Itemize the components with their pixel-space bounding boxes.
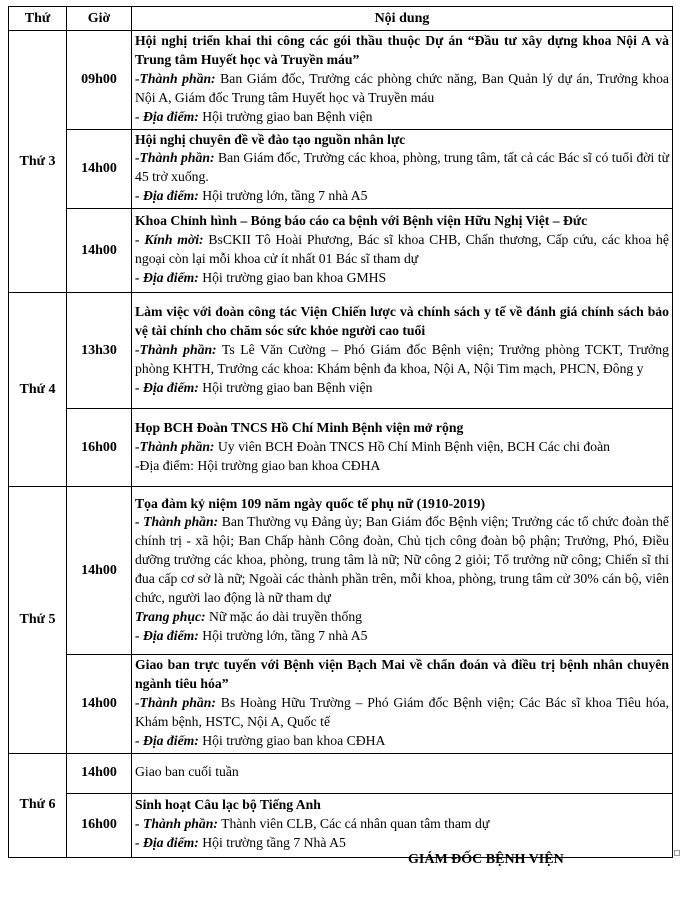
location-text: Hội trường giao ban Bệnh viện bbox=[198, 108, 373, 124]
time-cell: 14h00 bbox=[67, 655, 132, 754]
participants-text: Uy viên BCH Đoàn TNCS Hồ Chí Minh Bệnh viện, BCH Các chi đoàn bbox=[214, 438, 611, 454]
event-title: Tọa đàm kỷ niệm 109 năm ngày quốc tế phụ nữ (1910-2019) bbox=[135, 495, 486, 511]
table-corner-marker bbox=[674, 850, 680, 856]
participants-text: Bs Hoàng Hữu Trường – Phó Giám đốc Bệnh viện; Các Bác sĩ khoa Tiêu hóa, Khám bệnh, HSTC, Nội A, Quốc tế bbox=[135, 694, 669, 729]
participants-label: -Thành phần: bbox=[135, 150, 215, 166]
time-cell: 16h00 bbox=[67, 409, 132, 487]
participants-label: -Thành phần: bbox=[135, 70, 216, 86]
table-row bbox=[9, 31, 673, 130]
participants-text: Ban Thường vụ Đảng ủy; Ban Giám đốc Bệnh viện; Trưởng các tổ chức đoàn thể chính trị - xã hội; Ban Chấp hành Công đoàn, Chủ tịch công đoàn bộ phận; Trưởng, Phó, Điều dưỡng trưởng các khoa, phòng, trung tâm là nữ; Nữ công 2 giỏi; Tổ trưởng nữ công; Chiến sĩ thi đua cấp cơ sở là nữ; Ngoài các thành phần trên, mỗi khoa, phòng, trung tâm cử 30% cán bộ, viên chức, người lao động là nữ tham dự bbox=[135, 514, 669, 606]
event-title: Sinh hoạt Câu lạc bộ Tiếng Anh bbox=[135, 797, 321, 813]
table-row bbox=[9, 409, 673, 487]
location-label: - Địa điểm: bbox=[135, 188, 199, 204]
event-title: Hội nghị triển khai thi công các gói thầu thuộc Dự án “Đầu tư xây dựng khoa Nội A và Trung tâm Huyết học và Truyền máu” bbox=[135, 33, 669, 67]
event-content bbox=[132, 209, 673, 293]
time-cell: 13h30 bbox=[67, 293, 132, 409]
table-row bbox=[9, 753, 673, 793]
header-content: Nội dung bbox=[132, 7, 673, 31]
participants-text: Thành viên CLB, Các cá nhân quan tâm tham dự bbox=[217, 816, 490, 832]
table-row bbox=[9, 129, 673, 209]
dress-text: Nữ mặc áo dài truyền thống bbox=[205, 608, 363, 624]
schedule-table bbox=[8, 6, 673, 858]
header-day: Thứ bbox=[9, 7, 67, 31]
event-content bbox=[132, 409, 673, 487]
time-cell: 14h00 bbox=[67, 209, 132, 293]
time-cell: 14h00 bbox=[67, 487, 132, 655]
day-cell: Thứ 5 bbox=[9, 487, 67, 754]
event-title: Khoa Chỉnh hình – Bỏng báo cáo ca bệnh với Bệnh viện Hữu Nghị Việt – Đức bbox=[135, 213, 588, 229]
header-time: Giờ bbox=[67, 7, 132, 31]
location-text: Hội trường lớn, tầng 7 nhà A5 bbox=[198, 188, 368, 204]
location-text: Hội trường giao ban Bệnh viện bbox=[198, 379, 373, 395]
event-title: Hội nghị chuyên đề về đào tạo nguồn nhân lực bbox=[135, 131, 406, 147]
location-text: Hội trường lớn, tầng 7 nhà A5 bbox=[198, 627, 368, 643]
header-row bbox=[9, 7, 673, 31]
location-label: - Địa điểm: bbox=[135, 732, 199, 748]
participants-label: - Thành phần: bbox=[135, 816, 218, 832]
participants-label: - Thành phần: bbox=[135, 514, 219, 530]
participants-label: -Thành phần: bbox=[135, 438, 215, 454]
location-text: -Địa điểm: Hội trường giao ban khoa CĐHA bbox=[135, 457, 381, 473]
event-content bbox=[132, 655, 673, 754]
time-cell: 16h00 bbox=[67, 793, 132, 857]
event-title: Họp BCH Đoàn TNCS Hồ Chí Minh Bệnh viện mở rộng bbox=[135, 419, 464, 435]
event-content bbox=[132, 31, 673, 130]
event-content bbox=[132, 793, 673, 857]
location-label: - Địa điểm: bbox=[135, 627, 199, 643]
day-cell: Thứ 4 bbox=[9, 293, 67, 487]
time-cell: 14h00 bbox=[67, 129, 132, 209]
event-title: Làm việc với đoàn công tác Viện Chiến lược và chính sách y tế về đánh giá chính sách bảo vệ tài chính cho chăm sóc sức khỏe người cao tuổi bbox=[135, 303, 669, 338]
table-row bbox=[9, 293, 673, 409]
dress-label: Trang phục: bbox=[135, 608, 206, 624]
location-label: - Địa điểm: bbox=[135, 108, 199, 124]
location-text: Hội trường tầng 7 Nhà A5 bbox=[198, 835, 346, 851]
table-row bbox=[9, 655, 673, 754]
table-row bbox=[9, 793, 673, 857]
participants-label: -Thành phần: bbox=[135, 341, 217, 357]
participants-text: Ts Lê Văn Cường – Phó Giám đốc Bệnh viện; Trưởng phòng TCKT, Trưởng phòng KHTH, Trưởng các khoa: Khám bệnh đa khoa, Nội A, Nội Tim mạch, PHCN, Đông y bbox=[135, 341, 669, 376]
location-text: Hội trường giao ban khoa CĐHA bbox=[198, 732, 386, 748]
table-row bbox=[9, 487, 673, 655]
table-row bbox=[9, 209, 673, 293]
time-cell: 14h00 bbox=[67, 753, 132, 793]
location-text: Hội trường giao ban khoa GMHS bbox=[198, 270, 387, 286]
event-title: Giao ban trực tuyến với Bệnh viện Bạch Mai về chẩn đoán và điều trị bệnh nhân chuyên ngành tiêu hóa” bbox=[135, 657, 669, 692]
location-label: - Địa điểm: bbox=[135, 270, 199, 286]
day-cell: Thứ 3 bbox=[9, 31, 67, 293]
participants-label: - Kính mời: bbox=[135, 232, 204, 248]
participants-text: Ban Giám đốc, Trưởng các phòng chức năng, Ban Quản lý dự án, Trưởng khoa Nội A, Giám đốc Trung tâm Huyết học và Truyền máu bbox=[135, 70, 669, 105]
participants-text: BsCKII Tô Hoài Phương, Bác sĩ khoa CHB, Chấn thương, Cấp cứu, các khoa hệ ngoại còn lại mỗi khoa cử ít nhất 01 Bác sĩ tham dự bbox=[135, 232, 669, 267]
event-content bbox=[132, 293, 673, 409]
participants-label: -Thành phần: bbox=[135, 694, 216, 710]
event-content bbox=[132, 487, 673, 655]
event-content bbox=[132, 753, 673, 793]
event-content bbox=[132, 129, 673, 209]
signature-title: GIÁM ĐỐC BỆNH VIỆN bbox=[408, 852, 564, 867]
location-label: - Địa điểm: bbox=[135, 835, 199, 851]
location-label: - Địa điểm: bbox=[135, 379, 199, 395]
day-cell: Thứ 6 bbox=[9, 753, 67, 857]
time-cell: 09h00 bbox=[67, 31, 132, 130]
event-text: Giao ban cuối tuần bbox=[135, 764, 239, 780]
participants-text: Ban Giám đốc, Trưởng các khoa, phòng, trung tâm, tất cả các Bác sĩ có tuổi đời từ 45 trở xuống. bbox=[135, 150, 669, 185]
